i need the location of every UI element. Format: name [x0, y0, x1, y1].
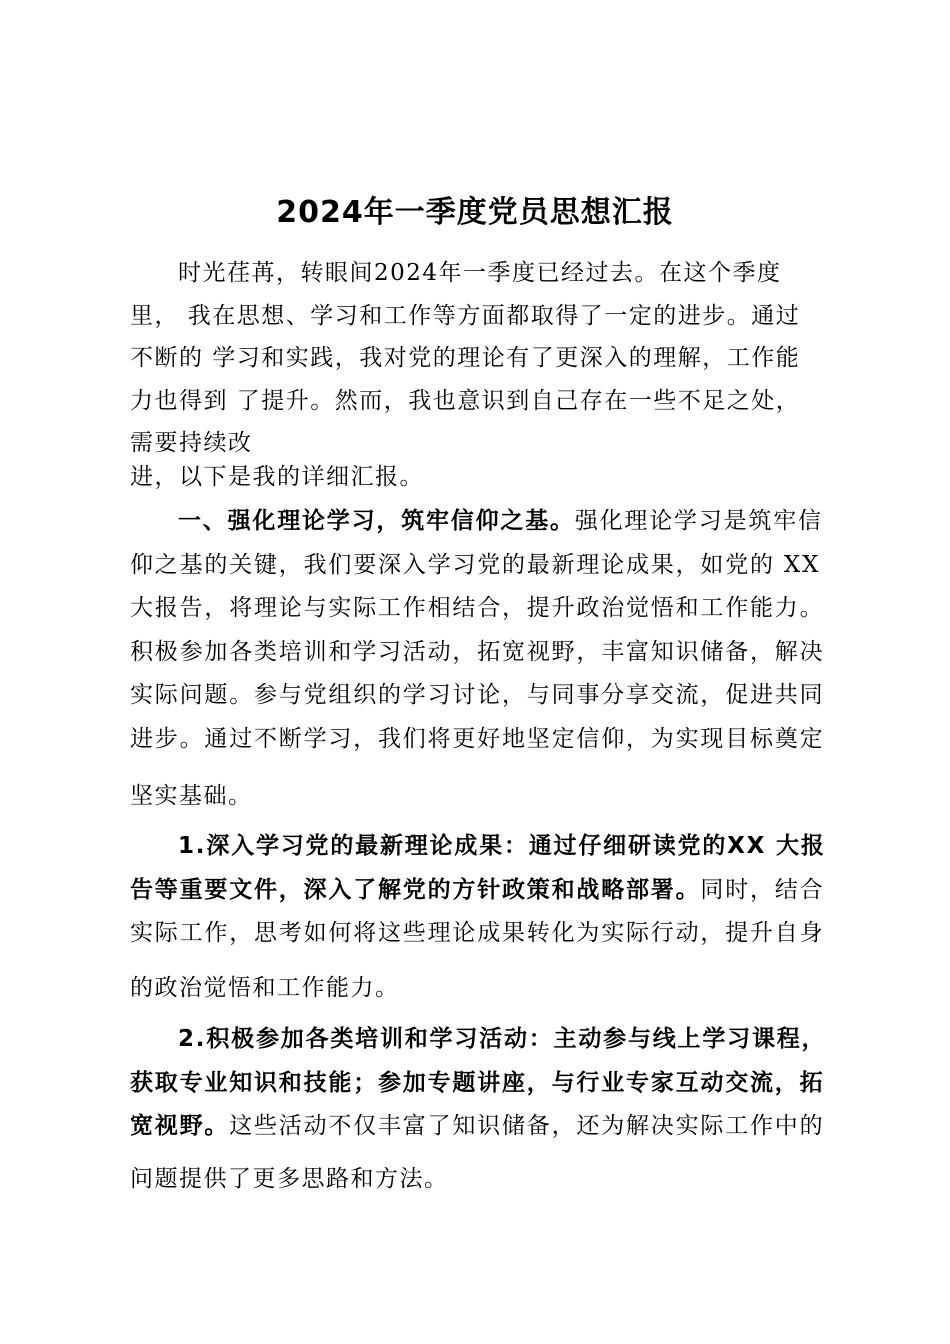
intro-line-3: 不断的 学习和实践，我对党的理论有了更深入的理解，工作能: [130, 345, 801, 371]
document-title: 2024年一季度党员思想汇报: [276, 195, 674, 230]
item-2-body-end: 问题提供了更多思路和方法。: [130, 1166, 449, 1192]
item-1-body: 同时，结合实际工作，思考如何将这些理论成果转化为实际行动，提升自身: [130, 876, 825, 946]
item-2-heading: 2.积极参加各类培训和学习活动：主动参与线上学习课程，获取专业知识和技能；参加专题讲座，与行业专家互动交流，拓宽视野。: [130, 1026, 827, 1139]
item-1-heading: 1.深入学习党的最新理论成果：通过仔细研读党的XX 大报告等重要文件，深入了解党的方针政策和战略部署。: [130, 833, 826, 903]
intro-paragraph: [130, 252, 820, 465]
item-1-body-end: 的政治觉悟和工作能力。: [130, 975, 400, 1001]
intro-line-1: 时光荏苒，转眼间2024年一季度已经过去。在这个季度: [178, 260, 782, 286]
item-1-paragraph: [130, 825, 832, 956]
intro-line-6: 进，以下是我的详细汇报。: [130, 464, 424, 490]
section-1-body-end: 坚实基础。: [130, 783, 253, 809]
item-2-paragraph: [130, 1018, 832, 1149]
intro-line-2: 里， 我在思想、学习和工作等方面都取得了一定的进步。通过: [130, 302, 801, 329]
section-1-body: 强化理论学习是筑牢信仰之基的关键，我们要深入学习党的最新理论成果，如党的 XX 大报告，将理论与实际工作相结合，提升政治觉悟和工作能力。积极参加各类培训和学习活动，拓宽视野，丰富知识储备，解决实际问题。参与党组织的学习讨论，与同事分享交流，促进共同进步。通过不断学习，我们将更好地坚定信仰，为实现目标奠定: [130, 508, 825, 752]
section-1-paragraph: [130, 500, 832, 761]
intro-line-5: 需要持续改: [130, 430, 253, 456]
item-2-body: 这些活动不仅丰富了知识储备，还为解决实际工作中的: [229, 1113, 825, 1139]
section-1-heading: 一、强化理论学习，筑牢信仰之基。: [178, 508, 575, 534]
intro-line-4: 力也得到 了提升。然而，我也意识到自己存在一些不足之处，: [130, 387, 801, 414]
